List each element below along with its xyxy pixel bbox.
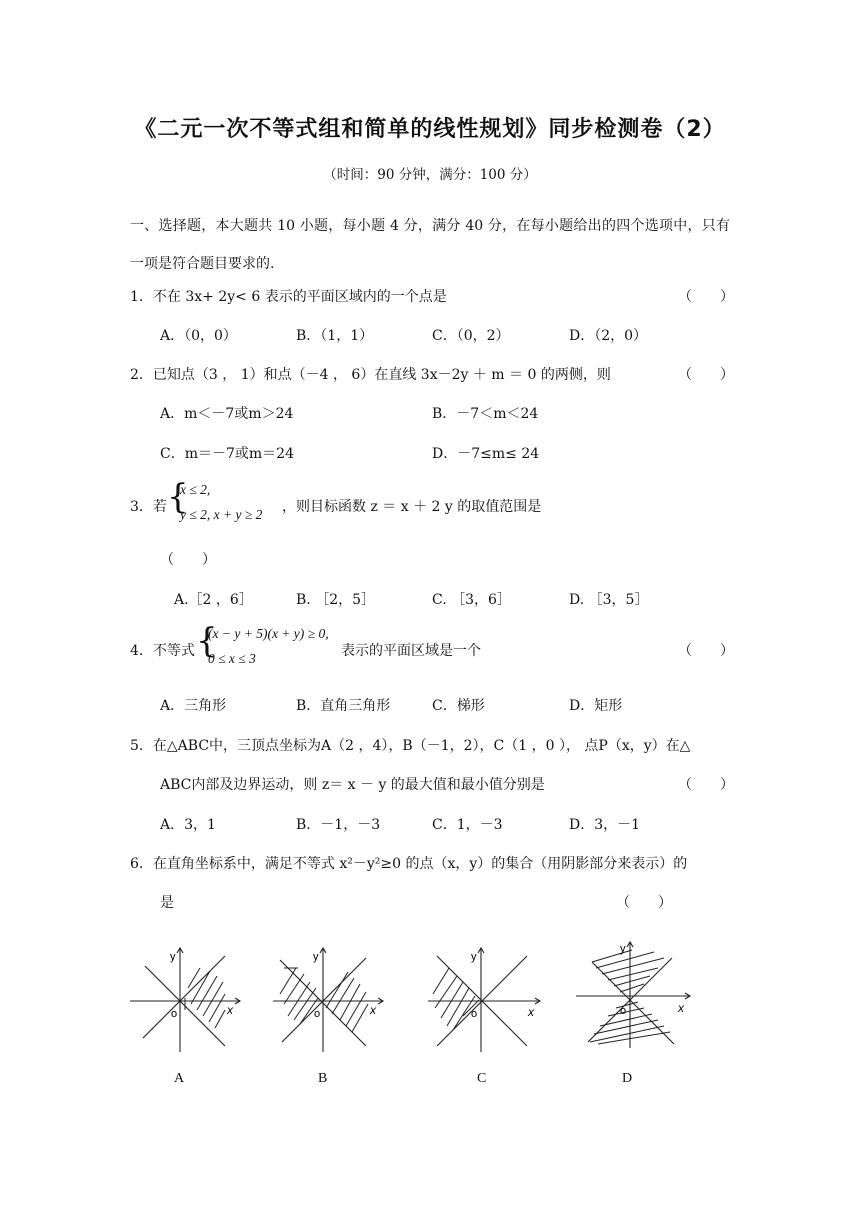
q5-option-d: D．3，－1 (569, 817, 641, 833)
q5-answer-paren: （ ） (678, 777, 734, 793)
axis-x-label: x (528, 1005, 534, 1019)
q1-option-c: C．（0，2） (432, 328, 510, 344)
q6-figure-c-label: C (477, 1071, 487, 1086)
q2-answer-paren: （ ） (678, 367, 734, 383)
q1-option-b: B．（1，1） (296, 328, 374, 344)
q6-figure-c (423, 938, 548, 1056)
section-intro: 一、选择题，本大题共 10 小题，每小题 4 分，满分 40 分，在每小题给出的四个选项中，只有一项是符合题目要求的. (130, 218, 730, 272)
origin-label: o (471, 1008, 478, 1020)
q6-stem-line2: 是 (160, 895, 174, 911)
q3-system-line1: x ≤ 2, (180, 482, 211, 497)
q6-figure-d (572, 932, 697, 1054)
q4-option-a: A．三角形 (160, 698, 227, 714)
q6-figure-d-label: D (622, 1071, 633, 1086)
origin-label: o (314, 1008, 321, 1020)
axis-y-label: y (620, 943, 626, 955)
q1-answer-paren: （ ） (678, 289, 734, 305)
q5-option-b: B．－1，－3 (296, 817, 381, 833)
q5-option-c: C．1，－3 (432, 817, 503, 833)
q4-option-d: D．矩形 (569, 698, 623, 714)
q5-stem-line1: 5．在△ABC中，三顶点坐标为A（2 ，4），B（－1，2），C（1 ，0 ）， 点P（x，y）在△ (130, 738, 691, 754)
q2-option-a: A．m＜－7或m＞24 (160, 406, 294, 422)
q6-stem-line1: 6．在直角坐标系中，满足不等式 x²－y²≥0 的点（x，y）的集合（用阴影部分来表示）的 (130, 856, 688, 872)
q4-option-b: B．直角三角形 (296, 698, 391, 714)
q3-option-c: C. ［3，6］ (432, 592, 511, 608)
q4-brace: { (196, 621, 218, 661)
q3-option-d: D. ［3，5］ (569, 592, 649, 608)
q2-option-c: C．m＝－7或m＝24 (160, 446, 294, 462)
q6-answer-paren: （ ） (616, 895, 672, 911)
q4-suffix: 表示的平面区域是一个 (341, 643, 481, 659)
q1-option-d: D．（2，0） (569, 328, 648, 344)
q4-option-c: C．梯形 (432, 698, 485, 714)
page-title: 《二元一次不等式组和简单的线性规划》同步检测卷（2） (134, 117, 726, 142)
q3-option-a: A.［2 ，6］ (174, 592, 253, 608)
q3-prefix: 3．若 (130, 499, 167, 515)
q2-option-b: B．－7＜m＜24 (432, 406, 539, 422)
axis-y-label: y (170, 951, 176, 963)
q4-system-line1: (x − y + 5)(x + y) ≥ 0, (208, 626, 329, 641)
exam-info: （时间：90 分钟，满分：100 分） (323, 167, 537, 183)
axis-x-label: x (370, 1003, 376, 1017)
q1-option-a: A．（0，0） (160, 328, 237, 344)
q3-suffix: ，则目标函数 z ＝ x ＋ 2 y 的取值范围是 (282, 499, 542, 515)
axis-y-label: y (313, 951, 319, 963)
q6-figure-a-label: A (174, 1071, 185, 1086)
origin-label: o (171, 1008, 178, 1020)
q4-prefix: 4．不等式 (130, 643, 195, 659)
q4-answer-paren: （ ） (678, 643, 734, 659)
q3-answer-paren: （ ） (160, 552, 216, 568)
origin-label: o (620, 1005, 627, 1017)
q2-stem: 2．已知点（3 ， 1）和点（－4 ， 6）在直线 3x－2y ＋ m ＝ 0 的两侧，则 (130, 367, 611, 383)
q3-system-line2: y ≤ 2, x + y ≥ 2 (180, 507, 263, 522)
q6-figure-b-label: B (318, 1071, 328, 1086)
q5-option-a: A．3，1 (160, 817, 216, 833)
q5-stem-line2: ABC内部及边界运动，则 z＝ x － y 的最大值和最小值分别是 (160, 777, 545, 793)
axis-x-label: x (678, 1001, 684, 1015)
q6-figure-b (268, 938, 393, 1056)
q2-option-d: D．－7≤m≤ 24 (432, 446, 540, 462)
q4-system-line2: 0 ≤ x ≤ 3 (208, 651, 256, 666)
q3-brace: { (167, 477, 189, 517)
q6-figure-a (125, 938, 250, 1056)
q1-stem: 1．不在 3x+ 2y< 6 表示的平面区域内的一个点是 (130, 289, 447, 305)
q3-option-b: B. ［2，5］ (296, 592, 376, 608)
axis-y-label: y (471, 951, 477, 963)
axis-x-label: x (227, 1003, 233, 1017)
